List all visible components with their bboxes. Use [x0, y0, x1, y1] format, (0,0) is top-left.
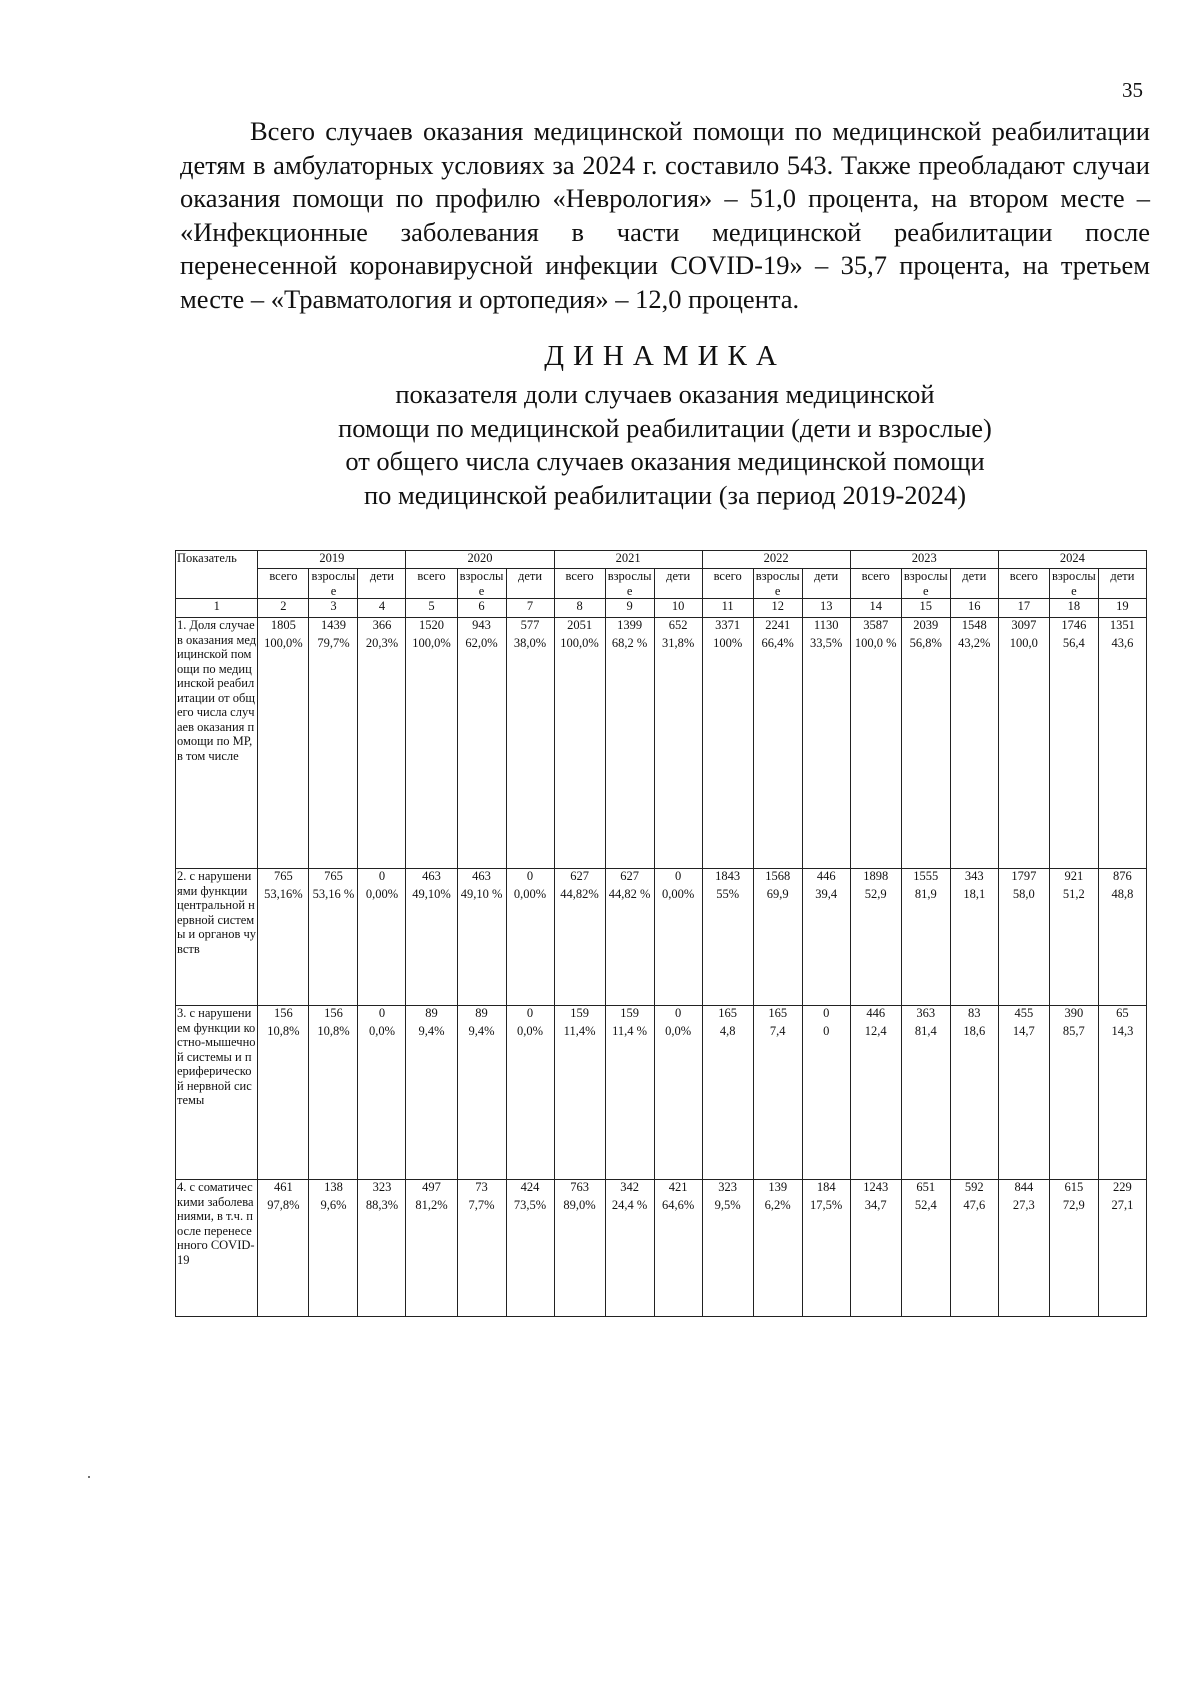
- row-label: 2. с нарушениями функции центральной нервной системы и органов чувств: [176, 869, 258, 1006]
- header-sub: взрослые: [457, 569, 506, 599]
- cell-percent: 0,00%: [506, 887, 554, 1006]
- column-number: 4: [358, 599, 406, 618]
- cell-absolute: 844: [998, 1180, 1049, 1199]
- header-year: 2019: [258, 551, 406, 569]
- cell-absolute: 342: [605, 1180, 654, 1199]
- cell-percent: 14,7: [998, 1024, 1049, 1180]
- cell-absolute: 765: [258, 869, 309, 888]
- header-year: 2022: [702, 551, 850, 569]
- cell-percent: 24,4 %: [605, 1198, 654, 1317]
- cell-absolute: 943: [457, 618, 506, 637]
- cell-percent: 9,6%: [309, 1198, 358, 1317]
- cell-percent: 27,3: [998, 1198, 1049, 1317]
- cell-absolute: 184: [802, 1180, 850, 1199]
- table-row-absolute: [176, 618, 1147, 637]
- cell-absolute: 1843: [702, 869, 753, 888]
- cell-percent: 73,5%: [506, 1198, 554, 1317]
- header-sub: взрослые: [753, 569, 802, 599]
- cell-percent: 38,0%: [506, 636, 554, 869]
- column-number: 16: [950, 599, 998, 618]
- cell-percent: 62,0%: [457, 636, 506, 869]
- cell-percent: 11,4%: [554, 1024, 605, 1180]
- cell-absolute: 455: [998, 1006, 1049, 1025]
- cell-percent: 7,4: [753, 1024, 802, 1180]
- cell-percent: 100%: [702, 636, 753, 869]
- heading-line-2: помощи по медицинской реабилитации (дети и взрослые): [338, 412, 992, 443]
- cell-absolute: 363: [901, 1006, 950, 1025]
- cell-absolute: 1746: [1049, 618, 1098, 637]
- cell-percent: 34,7: [850, 1198, 901, 1317]
- header-sub: дети: [950, 569, 998, 599]
- header-sub-row: [176, 569, 1147, 599]
- column-number: 18: [1049, 599, 1098, 618]
- cell-percent: 68,2 %: [605, 636, 654, 869]
- cell-absolute: 0: [802, 1006, 850, 1025]
- cell-percent: 69,9: [753, 887, 802, 1006]
- cell-percent: 14,3: [1098, 1024, 1146, 1180]
- cell-percent: 56,8%: [901, 636, 950, 869]
- header-year-row: [176, 551, 1147, 569]
- cell-absolute: 592: [950, 1180, 998, 1199]
- header-sub: дети: [802, 569, 850, 599]
- cell-absolute: 763: [554, 1180, 605, 1199]
- cell-absolute: 627: [605, 869, 654, 888]
- cell-percent: 9,4%: [457, 1024, 506, 1180]
- row-label: 1. Доля случаев оказания медицинской помощи по медицинской реабилитации от общего числа случаев оказания помощи по МР, в том числе: [176, 618, 258, 869]
- cell-absolute: 446: [850, 1006, 901, 1025]
- header-sub: взрослые: [1049, 569, 1098, 599]
- cell-percent: 0,00%: [358, 887, 406, 1006]
- cell-percent: 11,4 %: [605, 1024, 654, 1180]
- cell-absolute: 1130: [802, 618, 850, 637]
- cell-absolute: 1548: [950, 618, 998, 637]
- header-sub: всего: [406, 569, 457, 599]
- cell-absolute: 1399: [605, 618, 654, 637]
- table-row-percent: [176, 1198, 1147, 1317]
- cell-percent: 52,9: [850, 887, 901, 1006]
- cell-percent: 0,0%: [654, 1024, 702, 1180]
- cell-absolute: 2051: [554, 618, 605, 637]
- cell-percent: 39,4: [802, 887, 850, 1006]
- cell-absolute: 0: [506, 1006, 554, 1025]
- dynamics-table: [175, 550, 1147, 1317]
- cell-absolute: 1555: [901, 869, 950, 888]
- cell-percent: 58,0: [998, 887, 1049, 1006]
- cell-percent: 81,9: [901, 887, 950, 1006]
- cell-absolute: 1568: [753, 869, 802, 888]
- cell-percent: 0: [802, 1024, 850, 1180]
- column-number: 10: [654, 599, 702, 618]
- header-sub: дети: [358, 569, 406, 599]
- row-label: 4. с соматическими заболеваниями, в т.ч. после перенесенного COVID-19: [176, 1180, 258, 1317]
- cell-absolute: 2241: [753, 618, 802, 637]
- cell-absolute: 3097: [998, 618, 1049, 637]
- table-row-absolute: [176, 869, 1147, 888]
- column-number: 14: [850, 599, 901, 618]
- cell-absolute: 89: [406, 1006, 457, 1025]
- cell-absolute: 3587: [850, 618, 901, 637]
- column-number: 8: [554, 599, 605, 618]
- header-year: 2021: [554, 551, 702, 569]
- cell-absolute: 577: [506, 618, 554, 637]
- cell-absolute: 65: [1098, 1006, 1146, 1025]
- cell-percent: 81,4: [901, 1024, 950, 1180]
- cell-percent: 53,16 %: [309, 887, 358, 1006]
- header-sub: всего: [702, 569, 753, 599]
- cell-percent: 12,4: [850, 1024, 901, 1180]
- heading-line-4: по медицинской реабилитации (за период 2019-2024): [363, 479, 967, 510]
- cell-absolute: 323: [702, 1180, 753, 1199]
- cell-absolute: 73: [457, 1180, 506, 1199]
- cell-absolute: 139: [753, 1180, 802, 1199]
- cell-absolute: 1351: [1098, 618, 1146, 637]
- cell-absolute: 627: [554, 869, 605, 888]
- header-sub: дети: [1098, 569, 1146, 599]
- cell-percent: 85,7: [1049, 1024, 1098, 1180]
- table-row-absolute: [176, 1180, 1147, 1199]
- heading-line-3: от общего числа случаев оказания медицинской помощи: [345, 446, 985, 476]
- cell-absolute: 1797: [998, 869, 1049, 888]
- cell-absolute: 615: [1049, 1180, 1098, 1199]
- cell-percent: 17,5%: [802, 1198, 850, 1317]
- cell-percent: 20,3%: [358, 636, 406, 869]
- table-row-percent: [176, 1024, 1147, 1180]
- cell-percent: 100,0 %: [850, 636, 901, 869]
- column-number: 9: [605, 599, 654, 618]
- cell-percent: 88,3%: [358, 1198, 406, 1317]
- row-label: 3. с нарушением функции костно-мышечной системы и периферической нервной системы: [176, 1006, 258, 1180]
- table-row-absolute: [176, 1006, 1147, 1025]
- cell-percent: 43,6: [1098, 636, 1146, 869]
- cell-absolute: 0: [654, 1006, 702, 1025]
- cell-absolute: 0: [654, 869, 702, 888]
- cell-absolute: 497: [406, 1180, 457, 1199]
- cell-percent: 0,00%: [654, 887, 702, 1006]
- cell-percent: 81,2%: [406, 1198, 457, 1317]
- cell-percent: 66,4%: [753, 636, 802, 869]
- cell-percent: 53,16%: [258, 887, 309, 1006]
- cell-absolute: 652: [654, 618, 702, 637]
- cell-percent: 10,8%: [258, 1024, 309, 1180]
- cell-absolute: 0: [358, 1006, 406, 1025]
- cell-percent: 0,0%: [358, 1024, 406, 1180]
- cell-absolute: 1520: [406, 618, 457, 637]
- cell-absolute: 138: [309, 1180, 358, 1199]
- cell-absolute: 1243: [850, 1180, 901, 1199]
- cell-percent: 100,0%: [554, 636, 605, 869]
- cell-absolute: 83: [950, 1006, 998, 1025]
- header-sub: взрослые: [605, 569, 654, 599]
- cell-percent: 97,8%: [258, 1198, 309, 1317]
- cell-percent: 51,2: [1049, 887, 1098, 1006]
- header-sub: дети: [506, 569, 554, 599]
- cell-absolute: 89: [457, 1006, 506, 1025]
- cell-percent: 72,9: [1049, 1198, 1098, 1317]
- cell-percent: 9,5%: [702, 1198, 753, 1317]
- cell-percent: 18,6: [950, 1024, 998, 1180]
- cell-absolute: 390: [1049, 1006, 1098, 1025]
- cell-percent: 44,82%: [554, 887, 605, 1006]
- cell-absolute: 156: [258, 1006, 309, 1025]
- cell-percent: 18,1: [950, 887, 998, 1006]
- cell-absolute: 1805: [258, 618, 309, 637]
- cell-percent: 0,0%: [506, 1024, 554, 1180]
- heading-title: ДИНАМИКА: [544, 340, 786, 372]
- cell-absolute: 424: [506, 1180, 554, 1199]
- column-number: 15: [901, 599, 950, 618]
- header-sub: взрослые: [309, 569, 358, 599]
- column-number: 3: [309, 599, 358, 618]
- heading-line-1: показателя доли случаев оказания медицинской: [395, 379, 935, 409]
- cell-absolute: 921: [1049, 869, 1098, 888]
- column-number: 6: [457, 599, 506, 618]
- cell-percent: 9,4%: [406, 1024, 457, 1180]
- cell-absolute: 876: [1098, 869, 1146, 888]
- cell-percent: 10,8%: [309, 1024, 358, 1180]
- cell-absolute: 323: [358, 1180, 406, 1199]
- cell-percent: 100,0: [998, 636, 1049, 869]
- cell-percent: 44,82 %: [605, 887, 654, 1006]
- cell-absolute: 461: [258, 1180, 309, 1199]
- cell-absolute: 3371: [702, 618, 753, 637]
- cell-absolute: 0: [506, 869, 554, 888]
- header-year: 2020: [406, 551, 554, 569]
- header-sub: всего: [850, 569, 901, 599]
- header-sub: дети: [654, 569, 702, 599]
- column-number: 17: [998, 599, 1049, 618]
- cell-absolute: 0: [358, 869, 406, 888]
- header-sub: всего: [554, 569, 605, 599]
- table-row-percent: [176, 636, 1147, 869]
- cell-absolute: 1898: [850, 869, 901, 888]
- header-sub: взрослые: [901, 569, 950, 599]
- cell-percent: 43,2%: [950, 636, 998, 869]
- header-label: Показатель: [176, 551, 258, 599]
- cell-absolute: 229: [1098, 1180, 1146, 1199]
- stray-mark: [88, 1476, 90, 1478]
- cell-percent: 64,6%: [654, 1198, 702, 1317]
- cell-percent: 47,6: [950, 1198, 998, 1317]
- column-number: 7: [506, 599, 554, 618]
- cell-absolute: 156: [309, 1006, 358, 1025]
- cell-percent: 52,4: [901, 1198, 950, 1317]
- page-number: 35: [1122, 78, 1143, 102]
- table-row-percent: [176, 887, 1147, 1006]
- cell-percent: 33,5%: [802, 636, 850, 869]
- cell-percent: 6,2%: [753, 1198, 802, 1317]
- column-number: 19: [1098, 599, 1146, 618]
- cell-absolute: 343: [950, 869, 998, 888]
- header-sub: всего: [258, 569, 309, 599]
- cell-absolute: 1439: [309, 618, 358, 637]
- cell-percent: 49,10 %: [457, 887, 506, 1006]
- column-number: 5: [406, 599, 457, 618]
- cell-absolute: 421: [654, 1180, 702, 1199]
- cell-percent: 49,10%: [406, 887, 457, 1006]
- cell-percent: 48,8: [1098, 887, 1146, 1006]
- cell-percent: 79,7%: [309, 636, 358, 869]
- cell-absolute: 366: [358, 618, 406, 637]
- header-year: 2024: [998, 551, 1146, 569]
- column-number-row: [176, 599, 1147, 618]
- header-sub: всего: [998, 569, 1049, 599]
- cell-percent: 56,4: [1049, 636, 1098, 869]
- header-year: 2023: [850, 551, 998, 569]
- cell-percent: 89,0%: [554, 1198, 605, 1317]
- cell-absolute: 159: [554, 1006, 605, 1025]
- cell-percent: 55%: [702, 887, 753, 1006]
- cell-percent: 31,8%: [654, 636, 702, 869]
- column-number: 12: [753, 599, 802, 618]
- cell-percent: 27,1: [1098, 1198, 1146, 1317]
- cell-absolute: 2039: [901, 618, 950, 637]
- cell-absolute: 463: [406, 869, 457, 888]
- heading-subtitle: [180, 378, 1150, 512]
- column-number: 11: [702, 599, 753, 618]
- column-number: 2: [258, 599, 309, 618]
- cell-percent: 4,8: [702, 1024, 753, 1180]
- cell-percent: 100,0%: [406, 636, 457, 869]
- cell-absolute: 463: [457, 869, 506, 888]
- cell-percent: 7,7%: [457, 1198, 506, 1317]
- column-number: 13: [802, 599, 850, 618]
- body-paragraph: Всего случаев оказания медицинской помощи по медицинской реабилитации детям в амбулаторных условиях за 2024 г. составило 543. Также преобладают случаи оказания помощи по профилю «Неврология» – 51,0 процента, на втором месте – «Инфекционные заболевания в части медицинской реабилитации после перенесенной коронавирусной инфекции COVID-19» – 35,7 процента, на третьем месте – «Травматология и ортопедия» – 12,0 процента.: [180, 116, 1150, 314]
- column-number: 1: [176, 599, 258, 618]
- cell-absolute: 165: [753, 1006, 802, 1025]
- cell-absolute: 765: [309, 869, 358, 888]
- cell-absolute: 651: [901, 1180, 950, 1199]
- cell-percent: 100,0%: [258, 636, 309, 869]
- cell-absolute: 165: [702, 1006, 753, 1025]
- cell-absolute: 159: [605, 1006, 654, 1025]
- cell-absolute: 446: [802, 869, 850, 888]
